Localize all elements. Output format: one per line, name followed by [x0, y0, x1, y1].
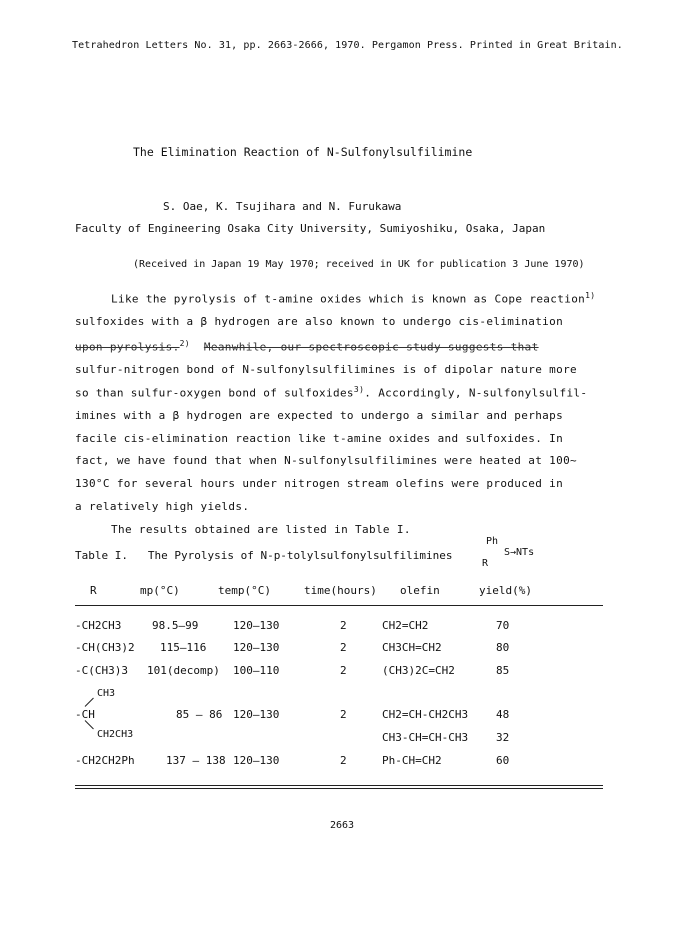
body-line: fact, we have found that when N-sulfonylsulfilimines were heated at 100~ [75, 454, 578, 467]
table-cell-temp: 120—130 [233, 708, 280, 721]
table-cell-temp: 120—130 [233, 754, 280, 767]
table-cell-mp: 85 — 86 [176, 708, 223, 721]
table-cell-mp: 101(decomp) [147, 664, 220, 677]
journal-header: Tetrahedron Letters No. 31, pp. 2663-2666, 1970. Pergamon Press. Printed in Great Britain. [72, 40, 623, 51]
table-top-rule [75, 605, 603, 606]
table-cell-olefin: CH2=CH-CH2CH3 [382, 708, 469, 721]
table-cell-yield: 48 [496, 708, 510, 721]
table-cell-mp: 98.5—99 [152, 619, 199, 632]
table-cell-olefin: CH3-CH=CH-CH3 [382, 731, 469, 744]
table-header-yield: yield(%) [479, 584, 532, 597]
table-cell-yield: 70 [496, 619, 510, 632]
affiliation: Faculty of Engineering Osaka City University, Sumiyoshiku, Osaka, Japan [75, 222, 546, 235]
body-line: upon pyrolysis.$^{2)}$ Meanwhile, our spectroscopic study suggests that [75, 339, 539, 354]
table-cell-r: -CH2CH2Ph [75, 754, 135, 767]
table-cell-yield: 60 [496, 754, 510, 767]
table-header-r: R [90, 584, 97, 597]
body-line: The results obtained are listed in Table I. [111, 523, 411, 536]
table-header-olefin: olefin [400, 584, 440, 597]
table-bottom-rule-2 [75, 788, 603, 789]
table-cell-temp: 120—130 [233, 619, 280, 632]
table-cell-temp: 100—110 [233, 664, 280, 677]
table-cell-time: 2 [340, 641, 347, 654]
table-cell-r: -CH2CH3 [75, 619, 122, 632]
scheme-center: S→NTs [504, 547, 535, 558]
page-number: 2663 [330, 820, 355, 831]
table-cell-temp: 120—130 [233, 641, 280, 654]
bond-line-down [85, 720, 94, 729]
paper-title: The Elimination Reaction of N-Sulfonylsulfilimine [133, 145, 473, 159]
table-cell-olefin: (CH3)2C=CH2 [382, 664, 455, 677]
table-caption: Table I. The Pyrolysis of N-p-tolylsulfonylsulfilimines [75, 549, 453, 562]
table-cell-mp: 115—116 [160, 641, 207, 654]
authors: S. Oae, K. Tsujihara and N. Furukawa [163, 200, 402, 213]
body-line: facile cis-elimination reaction like t-amine oxides and sulfoxides. In [75, 432, 564, 445]
bond-line-up [85, 698, 94, 707]
scheme-ph: Ph [486, 536, 499, 547]
table-cell-yield: 85 [496, 664, 510, 677]
received-dates: (Received in Japan 19 May 1970; received in UK for publication 3 June 1970) [133, 259, 585, 270]
table-cell-time: 2 [340, 664, 347, 677]
table-cell-mp: 137 — 138 [166, 754, 226, 767]
table-cell-r-branch-bottom: CH2CH3 [97, 729, 134, 740]
table-cell-yield: 32 [496, 731, 510, 744]
body-line: a relatively high yields. [75, 500, 250, 513]
table-cell-olefin: CH2=CH2 [382, 619, 429, 632]
sulfilimine-scheme [482, 536, 534, 569]
table-header-temp: temp(°C) [218, 584, 271, 597]
body-line: sulfoxides with a β hydrogen are also known to undergo cis-elimination [75, 315, 564, 328]
table-cell-r-branch-top: CH3 [97, 688, 116, 699]
scheme-r: R [482, 558, 489, 569]
table-cell-time: 2 [340, 754, 347, 767]
table-cell-olefin: Ph-CH=CH2 [382, 754, 442, 767]
table-cell-yield: 80 [496, 641, 510, 654]
body-line: imines with a β hydrogen are expected to undergo a similar and perhaps [75, 409, 564, 422]
table-bottom-rule [75, 785, 603, 786]
body-line: so than sulfur-oxygen bond of sulfoxides$^{3)}$. Accordingly, N-sulfonylsulfil- [75, 385, 588, 400]
table-header-mp: mp(°C) [140, 584, 180, 597]
table-cell-r: -CH(CH3)2 [75, 641, 135, 654]
body-line: Like the pyrolysis of t-amine oxides which is known as Cope reaction$^{1)}$ [111, 291, 596, 306]
table-cell-time: 2 [340, 619, 347, 632]
body-line: sulfur-nitrogen bond of N-sulfonylsulfilimines is of dipolar nature more [75, 363, 578, 376]
table-cell-time: 2 [340, 708, 347, 721]
body-line: 130°C for several hours under nitrogen stream olefins were produced in [75, 477, 564, 490]
table-cell-r: -CH [75, 708, 95, 721]
table-header-time: time(hours) [304, 584, 377, 597]
table-cell-r: -C(CH3)3 [75, 664, 128, 677]
table-cell-olefin: CH3CH=CH2 [382, 641, 442, 654]
